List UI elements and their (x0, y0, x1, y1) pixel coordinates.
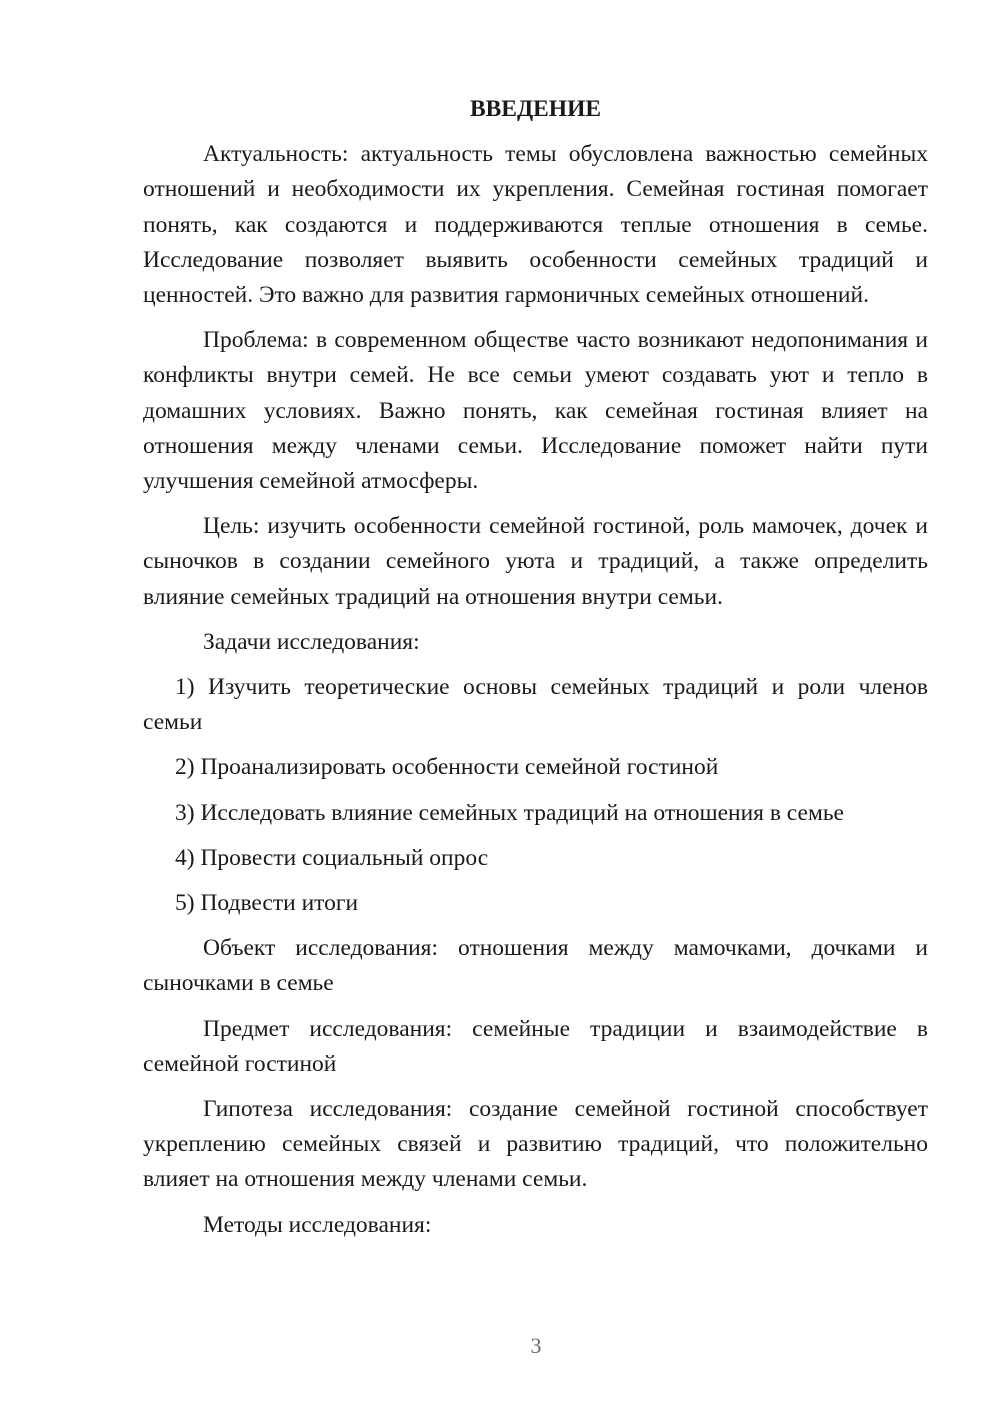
problem-paragraph: Проблема: в современном обществе часто возникают недопонимания и конфликты внутри семей. Не все семьи умеют создавать уют и тепло в домашних условиях. Важно понять, как семейная гостиная влияет на отношения между членами семьи. Исследование поможет найти пути улучшения семейной атмосферы. (143, 327, 928, 495)
task-item-1: 1) Изучить теоретические основы семейных традиций и роли членов семьи (143, 674, 928, 736)
task-item-3: 3) Исследовать влияние семейных традиций на отношения в семье (175, 799, 844, 826)
methods-heading: Методы исследования: (203, 1211, 432, 1238)
goal-paragraph: Цель: изучить особенности семейной гостиной, роль мамочек, дочек и сыночков в создании семейного уюта и традиций, а также определить влияние семейных традиций на отношения внутри семьи. (143, 513, 928, 610)
object-paragraph: Объект исследования: отношения между мамочками, дочками и сыночками в семье (143, 935, 928, 997)
task-item-5: 5) Подвести итоги (175, 890, 359, 917)
section-title: ВВЕДЕНИЕ (469, 96, 602, 122)
page-content (143, 92, 928, 1243)
relevance-paragraph: Актуальность: актуальность темы обусловлена важностью семейных отношений и необходимости их укрепления. Семейная гостиная помогает понять, как создаются и поддерживаются теплые отношения в семье. Исследование позволяет выявить особенности семейных традиций и ценностей. Это важно для развития гармоничных семейных отношений. (143, 141, 928, 309)
task-item-4: 4) Провести социальный опрос (175, 844, 489, 871)
page-number: 3 (530, 1333, 542, 1358)
tasks-heading: Задачи исследования: (203, 628, 420, 655)
task-item-2: 2) Проанализировать особенности семейной гостиной (175, 754, 719, 781)
hypothesis-paragraph: Гипотеза исследования: создание семейной гостиной способствует укреплению семейных связей и развитию традиций, что положительно влияет на отношения между членами семьи. (143, 1096, 928, 1193)
subject-paragraph: Предмет исследования: семейные традиции и взаимодействие в семейной гостиной (143, 1015, 928, 1077)
